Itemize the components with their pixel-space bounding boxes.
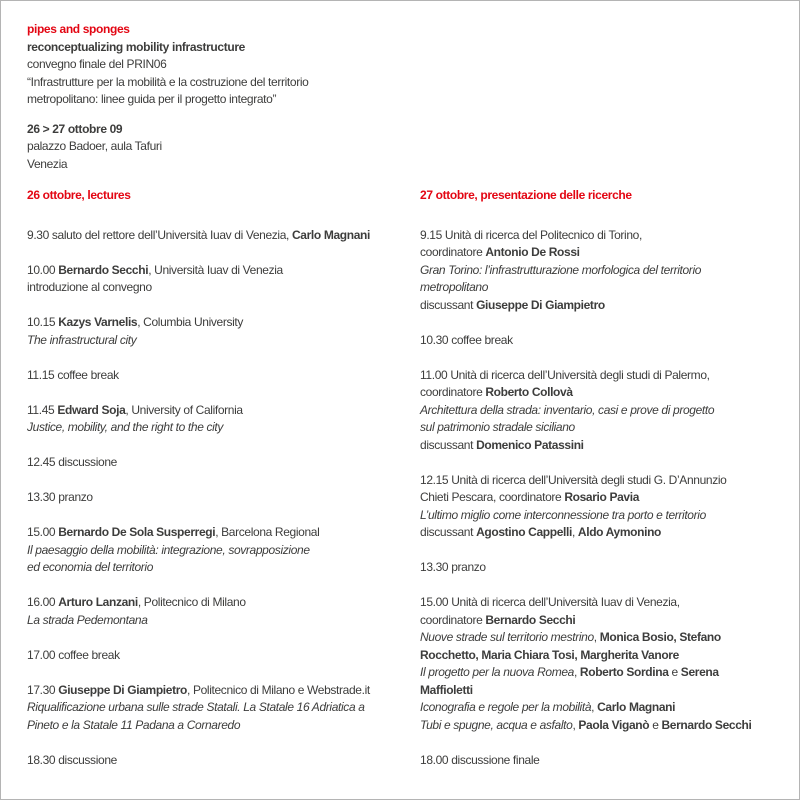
- text-segment: La strada Pedemontana: [27, 612, 148, 627]
- text-segment: Tubi e spugne, acqua e asfalto: [420, 717, 573, 732]
- text-segment: discussant: [420, 437, 477, 452]
- text-line: [420, 524, 779, 542]
- text-segment: Rocchetto, Maria Chiara Tosi, Margherita Vanore: [420, 647, 679, 662]
- text-segment: Giuseppe Di Giampietro: [476, 297, 605, 312]
- text-segment: , Barcelona Regional: [215, 525, 320, 539]
- text-segment: , Università Iuav di Venezia: [148, 262, 283, 277]
- text-segment: coordinatore: [420, 245, 486, 259]
- text-segment: coordinatore: [420, 385, 486, 399]
- text-line: [27, 594, 420, 612]
- text-line: [420, 419, 779, 437]
- text-line: [420, 279, 779, 297]
- text-segment: e: [649, 717, 662, 732]
- schedule-event: [420, 332, 779, 350]
- text-segment: Bernardo De Sola Susperregi: [58, 525, 216, 539]
- text-segment: Kazys Varnelis: [58, 315, 138, 329]
- text-segment: Il progetto per la nuova Romea: [420, 665, 574, 679]
- schedule-event: [27, 489, 420, 507]
- text-segment: sul patrimonio stradale siciliano: [420, 420, 575, 434]
- schedule-event: [27, 227, 420, 245]
- schedule-event: [420, 227, 779, 315]
- text-segment: Carlo Magnani: [597, 700, 676, 714]
- text-segment: Carlo Magnani: [291, 227, 370, 242]
- text-segment: Giuseppe Di Giampietro: [58, 682, 187, 697]
- schedule-event: [420, 559, 779, 577]
- text-segment: 15.00 Unità di ricerca dell’Università Iuav di Venezia,: [420, 595, 680, 609]
- text-segment: Roberto Collovà: [485, 385, 573, 399]
- schedule-event: [27, 367, 420, 385]
- text-line: [420, 647, 779, 665]
- text-line: [27, 717, 420, 735]
- text-line: [27, 682, 420, 700]
- text-line: [27, 647, 420, 665]
- schedule-event: [420, 472, 779, 542]
- text-segment: 18.30 discussione: [27, 752, 117, 767]
- text-line: [420, 244, 779, 262]
- text-segment: Maffioletti: [420, 682, 473, 697]
- text-segment: Bernardo Secchi: [661, 717, 752, 732]
- text-segment: Domenico Patassini: [476, 437, 584, 452]
- text-segment: Serena: [680, 665, 719, 679]
- text-segment: discussant: [420, 297, 477, 312]
- text-line: [27, 524, 420, 542]
- schedule-event: [27, 454, 420, 472]
- text-segment: ,: [593, 630, 600, 644]
- text-line: [27, 56, 773, 74]
- text-segment: Architettura della strada: inventario, casi e prove di progetto: [420, 402, 715, 417]
- column-day2-events: [420, 227, 779, 770]
- program-title-block: [27, 21, 773, 109]
- text-segment: palazzo Badoer, aula Tafuri: [27, 139, 162, 153]
- text-segment: Monica Bosio, Stefano: [599, 630, 721, 644]
- text-segment: Justice, mobility, and the right to the city: [27, 420, 224, 434]
- column-day1-events: [27, 227, 420, 770]
- text-line: [420, 717, 779, 735]
- text-line: [27, 91, 773, 109]
- column-day1: [27, 187, 420, 787]
- text-segment: The infrastructural city: [27, 332, 137, 347]
- schedule-event: [27, 752, 420, 770]
- text-line: [420, 384, 779, 402]
- text-line: [420, 489, 779, 507]
- text-line: [420, 752, 779, 770]
- text-line: [27, 156, 773, 174]
- text-line: [27, 367, 420, 385]
- text-segment: 15.00: [27, 525, 59, 539]
- text-line: [27, 39, 773, 57]
- text-line: [27, 21, 773, 39]
- text-segment: 10.15: [27, 315, 59, 329]
- text-segment: ,: [571, 525, 578, 539]
- text-segment: Venezia: [27, 156, 68, 171]
- text-segment: Iconografia e regole per la mobilità: [420, 700, 592, 714]
- text-segment: Il paesaggio della mobilità: integrazione, sovrapposizione: [27, 542, 310, 557]
- text-segment: coordinatore: [420, 612, 486, 627]
- text-line: [420, 262, 779, 280]
- text-segment: 13.30 pranzo: [420, 560, 486, 574]
- text-segment: Gran Torino: l’infrastrutturazione morfologica del territorio: [420, 262, 702, 277]
- text-line: [420, 559, 779, 577]
- text-segment: L’ultimo miglio come interconnessione tra porto e territorio: [420, 507, 706, 522]
- text-segment: Bernardo Secchi: [485, 612, 576, 627]
- text-line: [27, 227, 420, 245]
- text-segment: introduzione al convegno: [27, 280, 152, 294]
- text-line: [420, 612, 779, 630]
- text-line: [27, 279, 420, 297]
- schedule-event: [420, 367, 779, 455]
- text-segment: reconceptualizing mobility infrastructure: [27, 39, 245, 54]
- text-segment: 13.30 pranzo: [27, 490, 93, 504]
- text-line: [27, 489, 420, 507]
- text-segment: 17.30: [27, 682, 59, 697]
- text-segment: 16.00: [27, 595, 59, 609]
- text-segment: metropolitano: linee guida per il progetto integrato”: [27, 92, 277, 106]
- schedule-event: [27, 524, 420, 577]
- text-segment: e: [668, 665, 681, 679]
- text-segment: 17.00 coffee break: [27, 647, 120, 662]
- text-line: [27, 314, 420, 332]
- column-day2-header: 27 ottobre, presentazione delle ricerche: [420, 188, 632, 202]
- text-line: [420, 367, 779, 385]
- text-segment: Edward Soja: [57, 402, 126, 417]
- text-line: [420, 402, 779, 420]
- text-line: [420, 437, 779, 455]
- text-line: [27, 559, 420, 577]
- text-line: [27, 74, 773, 92]
- text-line: [27, 699, 420, 717]
- text-segment: , University of California: [125, 402, 243, 417]
- text-line: [420, 664, 779, 682]
- text-line: [420, 594, 779, 612]
- text-segment: 10.00: [27, 262, 59, 277]
- program-columns: [1, 187, 799, 787]
- schedule-event: [27, 647, 420, 665]
- text-segment: Arturo Lanzani: [58, 595, 138, 609]
- text-segment: Paola Viganò: [578, 717, 650, 732]
- text-segment: 12.45 discussione: [27, 455, 117, 469]
- text-line: [420, 699, 779, 717]
- text-segment: metropolitano: [420, 280, 489, 294]
- text-segment: Antonio De Rossi: [485, 245, 580, 259]
- text-line: [27, 121, 773, 139]
- text-segment: ,: [572, 717, 579, 732]
- text-segment: , Columbia University: [137, 315, 244, 329]
- text-segment: 11.45: [27, 402, 58, 417]
- schedule-event: [27, 682, 420, 735]
- text-line: [27, 402, 420, 420]
- schedule-event: [27, 594, 420, 629]
- text-line: [420, 297, 779, 315]
- text-segment: , Politecnico di Milano e Webstrade.it: [187, 682, 370, 697]
- text-segment: Nuove strade sul territorio mestrino: [420, 630, 594, 644]
- text-segment: pipes and sponges: [27, 22, 130, 36]
- schedule-event: [27, 314, 420, 349]
- text-segment: convegno finale del PRIN06: [27, 57, 167, 71]
- text-line: [27, 138, 773, 156]
- text-line: [27, 332, 420, 350]
- schedule-event: [420, 594, 779, 734]
- text-segment: , Politecnico di Milano: [137, 595, 246, 609]
- text-segment: 11.00 Unità di ricerca dell’Università degli studi di Palermo,: [420, 367, 710, 382]
- schedule-event: [27, 402, 420, 437]
- text-segment: Bernardo Secchi: [58, 262, 149, 277]
- text-segment: 12.15 Unità di ricerca dell’Università degli studi G. D’Annunzio: [420, 472, 727, 487]
- schedule-event: [27, 262, 420, 297]
- text-segment: Agostino Cappelli: [476, 525, 572, 539]
- text-segment: 18.00 discussione finale: [420, 752, 540, 767]
- text-segment: Rosario Pavia: [564, 490, 640, 504]
- text-segment: 9.30 saluto del rettore dell’Università Iuav di Venezia,: [27, 227, 292, 242]
- text-line: [420, 507, 779, 525]
- schedule-event: [420, 752, 779, 770]
- text-segment: ,: [573, 665, 580, 679]
- text-segment: ed economia del territorio: [27, 560, 154, 574]
- text-line: [27, 752, 420, 770]
- text-line: [27, 542, 420, 560]
- text-segment: 10.30 coffee break: [420, 332, 513, 347]
- text-line: [27, 262, 420, 280]
- text-line: [420, 472, 779, 490]
- text-segment: ,: [591, 700, 598, 714]
- text-segment: Pineto e la Statale 11 Padana a Cornaredo: [27, 717, 241, 732]
- text-line: [27, 419, 420, 437]
- text-segment: 26 > 27 ottobre 09: [27, 121, 123, 136]
- text-segment: Riqualificazione urbana sulle strade Statali. La Statale 16 Adriatica a: [27, 700, 365, 714]
- program-date-venue-block: [27, 121, 773, 174]
- text-segment: Aldo Aymonino: [577, 525, 662, 539]
- text-line: [420, 332, 779, 350]
- column-day2: [420, 187, 779, 787]
- text-line: [27, 612, 420, 630]
- text-segment: “Infrastrutture per la mobilità e la costruzione del territorio: [27, 74, 309, 89]
- text-line: [420, 682, 779, 700]
- text-line: [420, 227, 779, 245]
- text-segment: discussant: [420, 525, 477, 539]
- text-segment: 9.15 Unità di ricerca del Politecnico di Torino,: [420, 227, 642, 242]
- text-line: [420, 629, 779, 647]
- text-segment: Chieti Pescara, coordinatore: [420, 490, 565, 504]
- text-segment: 11.15 coffee break: [27, 367, 119, 382]
- text-line: [27, 454, 420, 472]
- program-header: [1, 1, 799, 173]
- column-day1-header: 26 ottobre, lectures: [27, 188, 131, 202]
- text-segment: Roberto Sordina: [579, 665, 669, 679]
